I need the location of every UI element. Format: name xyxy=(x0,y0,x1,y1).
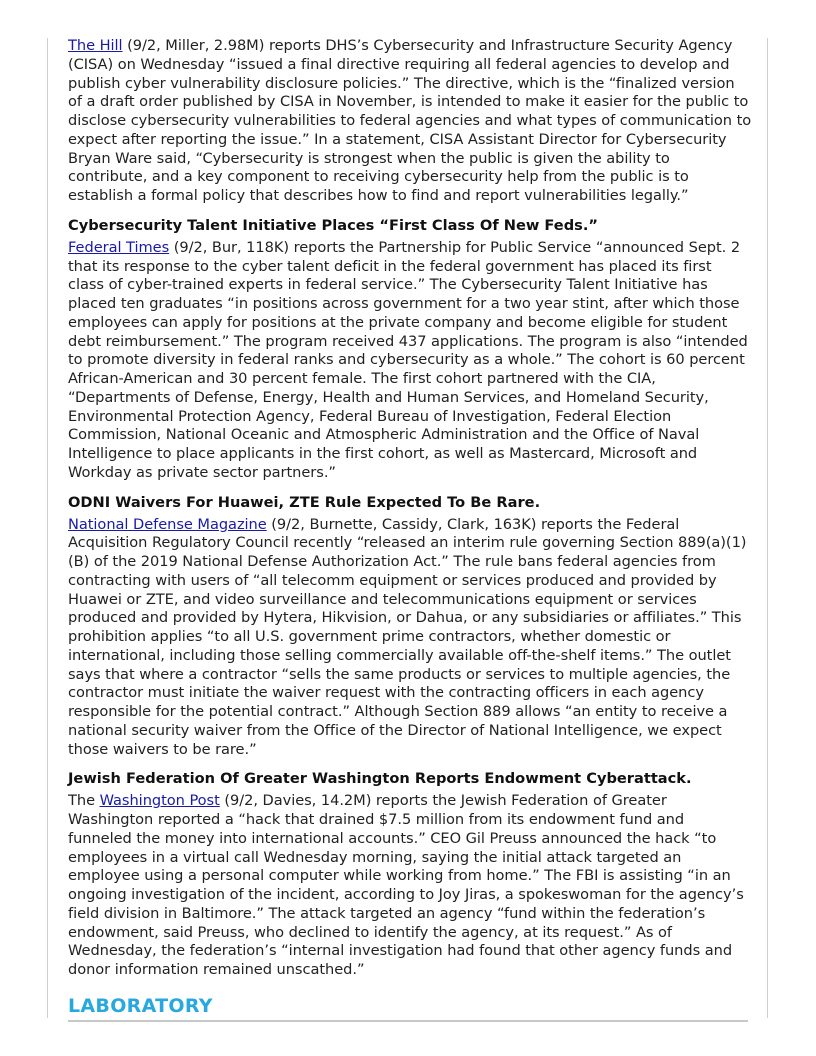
source-link[interactable]: The Hill xyxy=(68,37,123,54)
newsletter-content xyxy=(68,37,752,1022)
source-link[interactable]: Washington Post xyxy=(99,792,220,810)
article xyxy=(68,37,752,206)
article-body xyxy=(68,516,752,760)
article-headline: Cybersecurity Talent Initiative Places “First Class Of New Feds.” xyxy=(68,216,598,234)
source-link[interactable]: National Defense Magazine xyxy=(68,515,267,533)
source-link[interactable]: Federal Times xyxy=(68,238,170,256)
right-margin-rule xyxy=(767,38,768,1018)
article-body xyxy=(68,37,752,206)
article-text: (9/2, Davies, 14.2M) reports the Jewish Federation of Greater Washington reported a “hack that drained $7.5 million from its endowment fund and funneled the money into international accounts.” CEO Gil Preuss announced the hack “to employees in a virtual call Wednesday morning, saying the initial attack targeted an employee using a personal computer while working from home.” The FBI is assisting “in an ongoing investigation of the incident, according to Joy Jiras, a spokeswoman for the agency’s field division in Baltimore.” The attack targeted an agency “fund within the federation’s endowment, said Preuss, who declined to identify the agency, at its request.” As of Wednesday, the federation’s “internal investigation had found that other agency funds and donor information remained unscathed.” xyxy=(68,792,744,978)
article-text: (9/2, Burnette, Cassidy, Clark, 163K) reports the Federal Acquisition Regulatory Council recently “released an interim rule governing Section 889(a)(1)(B) of the 2019 National Defense Authorization Act.” The rule bans federal agencies from contracting with users of “all telecomm equipment or services produced and provided by Huawei or ZTE, and video surveillance and telecommunications equipment or services produced and provided by Hytera, Hikvision, or Dahua, or any subsidiaries or affiliates.” This prohibition applies “to all U.S. government prime contractors, whether domestic or international, including those selling commercially available off-the-shelf items.” The outlet says that where a contractor “sells the same products or services to multiple agencies, the contractor must initiate the waiver request with the contracting officers in each agency responsible for the potential contract.” Although Section 889 allows “an entity to receive a national security waiver from the Office of the Director of National Intelligence, we expect those waivers to be rare.” xyxy=(68,515,747,758)
article-headline: ODNI Waivers For Huawei, ZTE Rule Expected To Be Rare. xyxy=(68,493,541,511)
left-margin-rule xyxy=(47,38,48,1018)
article-headline: Jewish Federation Of Greater Washington Reports Endowment Cyberattack. xyxy=(68,770,692,788)
article-text: (9/2, Miller, 2.98M) reports DHS’s Cybersecurity and Infrastructure Security Agency (CISA) on Wednesday “issued a final directive requiring all federal agencies to develop and publish cyber vulnerability disclosure policies.” The directive, which is the “finalized version of a draft order published by CISA in November, is intended to make it easier for the public to disclose cybersecurity vulnerabilities to federal agencies and what types of communication to expect after reporting the issue.” In a statement, CISA Assistant Director for Cybersecurity Bryan Ware said, “Cybersecurity is strongest when the public is given the ability to contribute, and a key component to receiving cybersecurity help from the public is to establish a formal policy that describes how to find and report vulnerabilities legally.” xyxy=(68,37,752,204)
article-body xyxy=(68,239,752,483)
article-prefix: The xyxy=(68,792,100,810)
article xyxy=(68,769,752,980)
article-body xyxy=(68,792,752,980)
article-text: (9/2, Bur, 118K) reports the Partnership for Public Service “announced Sept. 2 that its response to the cyber talent deficit in the federal government has placed its first class of cyber-trained experts in federal service.” The Cybersecurity Talent Initiative has placed ten graduates “in positions across government for a two year stint, after which those employees can apply for positions at the private company and become eligible for student debt reimbursement.” The program received 437 applications. The program is also “intended to promote diversity in federal ranks and cybersecurity as a whole.” The cohort is 60 percent African-American and 30 percent female. The first cohort partnered with the CIA, “Departments of Defense, Energy, Health and Human Services, and Homeland Security, Environmental Protection Agency, Federal Bureau of Investigation, Federal Election Commission, National Oceanic and Atmospheric Administration and the Office of Naval Intelligence to place applicants in the first cohort, as well as Mastercard, Microsoft and Workday as private sector partners.” xyxy=(68,238,748,481)
article xyxy=(68,493,752,760)
section-title: LABORATORY xyxy=(68,994,213,1017)
section-divider xyxy=(68,1020,748,1022)
article xyxy=(68,216,752,483)
